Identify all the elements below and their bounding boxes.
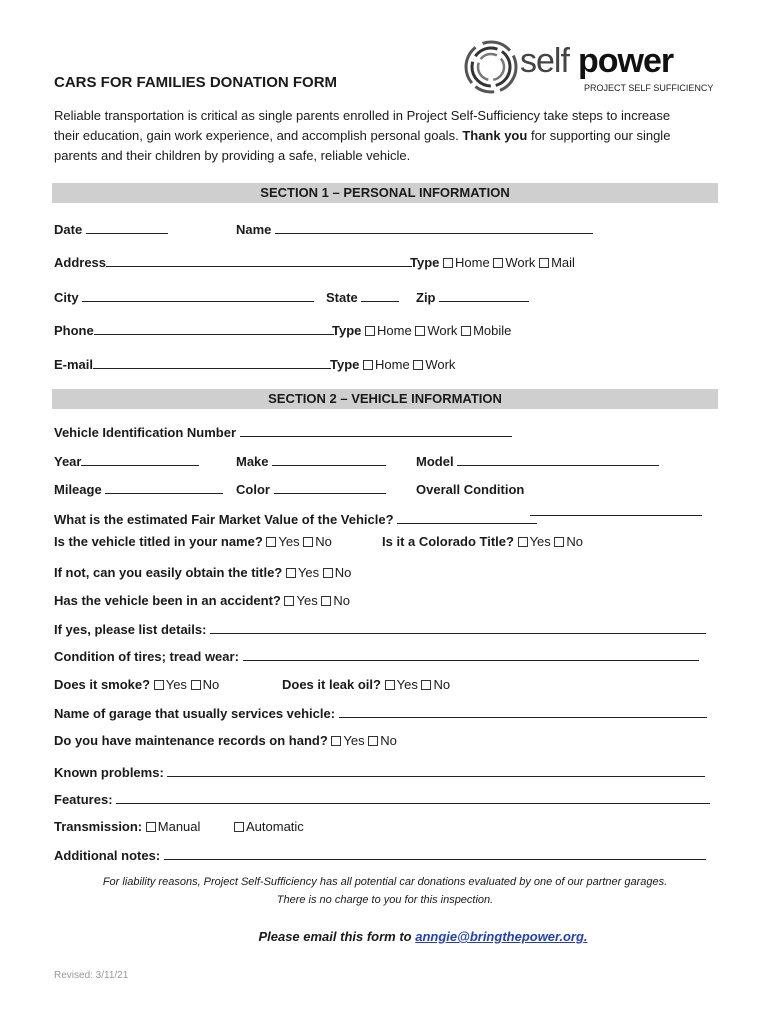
- obtain-yes-checkbox[interactable]: [286, 568, 296, 578]
- intro-line-2: their education, gain work experience, and accomplish personal goals. Thank you for supporting our single: [54, 128, 671, 143]
- thank-you: Thank you: [462, 128, 528, 143]
- transmission-question: Transmission: Manual: [54, 819, 201, 834]
- leak-no-checkbox[interactable]: [421, 680, 431, 690]
- city-field[interactable]: City: [54, 290, 314, 305]
- form-title: CARS FOR FAMILIES DONATION FORM: [54, 74, 338, 91]
- garage-field[interactable]: Name of garage that usually services vehicle:: [54, 706, 707, 721]
- records-no-checkbox[interactable]: [368, 736, 378, 746]
- records-question: Do you have maintenance records on hand? Yes No: [54, 733, 397, 748]
- tires-field[interactable]: Condition of tires; tread wear:: [54, 649, 699, 664]
- intro-line-1: Reliable transportation is critical as single parents enrolled in Project Self-Sufficiency take steps to increase: [54, 108, 671, 123]
- year-field[interactable]: Year: [54, 454, 199, 469]
- email-home-checkbox[interactable]: [363, 360, 373, 370]
- logo-ring-icon: [462, 38, 520, 96]
- overall-condition-line[interactable]: [530, 515, 702, 516]
- phone-home-checkbox[interactable]: [365, 326, 375, 336]
- email-work-checkbox[interactable]: [413, 360, 423, 370]
- email-field[interactable]: E-mail: [54, 357, 331, 372]
- automatic-option: Automatic: [234, 819, 304, 834]
- mileage-field[interactable]: Mileage: [54, 482, 223, 497]
- leak-question: Does it leak oil? Yes No: [282, 677, 451, 692]
- logo: [462, 38, 712, 98]
- titled-question: Is the vehicle titled in your name? Yes No: [54, 534, 332, 549]
- address-type: Type Home Work Mail: [410, 255, 575, 270]
- phone-type: Type Home Work Mobile: [332, 323, 512, 338]
- details-field[interactable]: If yes, please list details:: [54, 622, 706, 637]
- liability-note-2: There is no charge to you for this inspection.: [276, 894, 494, 906]
- accident-no-checkbox[interactable]: [321, 596, 331, 606]
- smoke-no-checkbox[interactable]: [191, 680, 201, 690]
- email-type: Type Home Work: [330, 357, 456, 372]
- address-work-checkbox[interactable]: [493, 258, 503, 268]
- phone-work-checkbox[interactable]: [415, 326, 425, 336]
- colorado-yes-checkbox[interactable]: [518, 537, 528, 547]
- intro-line-3: parents and their children by providing a safe, reliable vehicle.: [54, 148, 411, 163]
- logo-self: self: [520, 42, 569, 80]
- logo-subtitle: PROJECT SELF SUFFICIENCY: [584, 83, 714, 93]
- manual-checkbox[interactable]: [146, 822, 156, 832]
- email-link[interactable]: anngie@bringthepower.org.: [415, 929, 588, 944]
- records-yes-checkbox[interactable]: [331, 736, 341, 746]
- zip-field[interactable]: Zip: [416, 290, 529, 305]
- known-problems-field[interactable]: Known problems:: [54, 765, 705, 780]
- leak-yes-checkbox[interactable]: [385, 680, 395, 690]
- section-1-header: SECTION 1 – PERSONAL INFORMATION: [52, 183, 718, 203]
- phone-mobile-checkbox[interactable]: [461, 326, 471, 336]
- obtain-no-checkbox[interactable]: [323, 568, 333, 578]
- email-instruction: Please email this form to anngie@bringthepower.org.: [258, 929, 588, 944]
- phone-field[interactable]: Phone: [54, 323, 334, 338]
- address-mail-checkbox[interactable]: [539, 258, 549, 268]
- date-field[interactable]: Date: [54, 222, 168, 237]
- colorado-question: Is it a Colorado Title? Yes No: [382, 534, 584, 549]
- accident-yes-checkbox[interactable]: [284, 596, 294, 606]
- features-field[interactable]: Features:: [54, 792, 710, 807]
- revised-date: Revised: 3/11/21: [54, 970, 129, 981]
- model-field[interactable]: Model: [416, 454, 659, 469]
- logo-power: power: [578, 42, 674, 80]
- section-2-header: SECTION 2 – VEHICLE INFORMATION: [52, 389, 718, 409]
- titled-no-checkbox[interactable]: [303, 537, 313, 547]
- accident-question: Has the vehicle been in an accident? Yes No: [54, 593, 350, 608]
- colorado-no-checkbox[interactable]: [554, 537, 564, 547]
- smoke-yes-checkbox[interactable]: [154, 680, 164, 690]
- obtain-title-question: If not, can you easily obtain the title? Yes No: [54, 565, 352, 580]
- liability-note-1: For liability reasons, Project Self-Sufficiency has all potential car donations evaluated by one of our partner garages.: [102, 876, 668, 888]
- fmv-field[interactable]: What is the estimated Fair Market Value of the Vehicle?: [54, 512, 537, 527]
- additional-notes-field[interactable]: Additional notes:: [54, 848, 706, 863]
- color-field[interactable]: Color: [236, 482, 386, 497]
- make-field[interactable]: Make: [236, 454, 386, 469]
- overall-condition-label: Overall Condition: [416, 482, 525, 497]
- address-field[interactable]: Address: [54, 255, 412, 270]
- automatic-checkbox[interactable]: [234, 822, 244, 832]
- name-field[interactable]: Name: [236, 222, 593, 237]
- address-home-checkbox[interactable]: [443, 258, 453, 268]
- titled-yes-checkbox[interactable]: [266, 537, 276, 547]
- smoke-question: Does it smoke? Yes No: [54, 677, 220, 692]
- vin-field[interactable]: Vehicle Identification Number: [54, 425, 512, 440]
- state-field[interactable]: State: [326, 290, 399, 305]
